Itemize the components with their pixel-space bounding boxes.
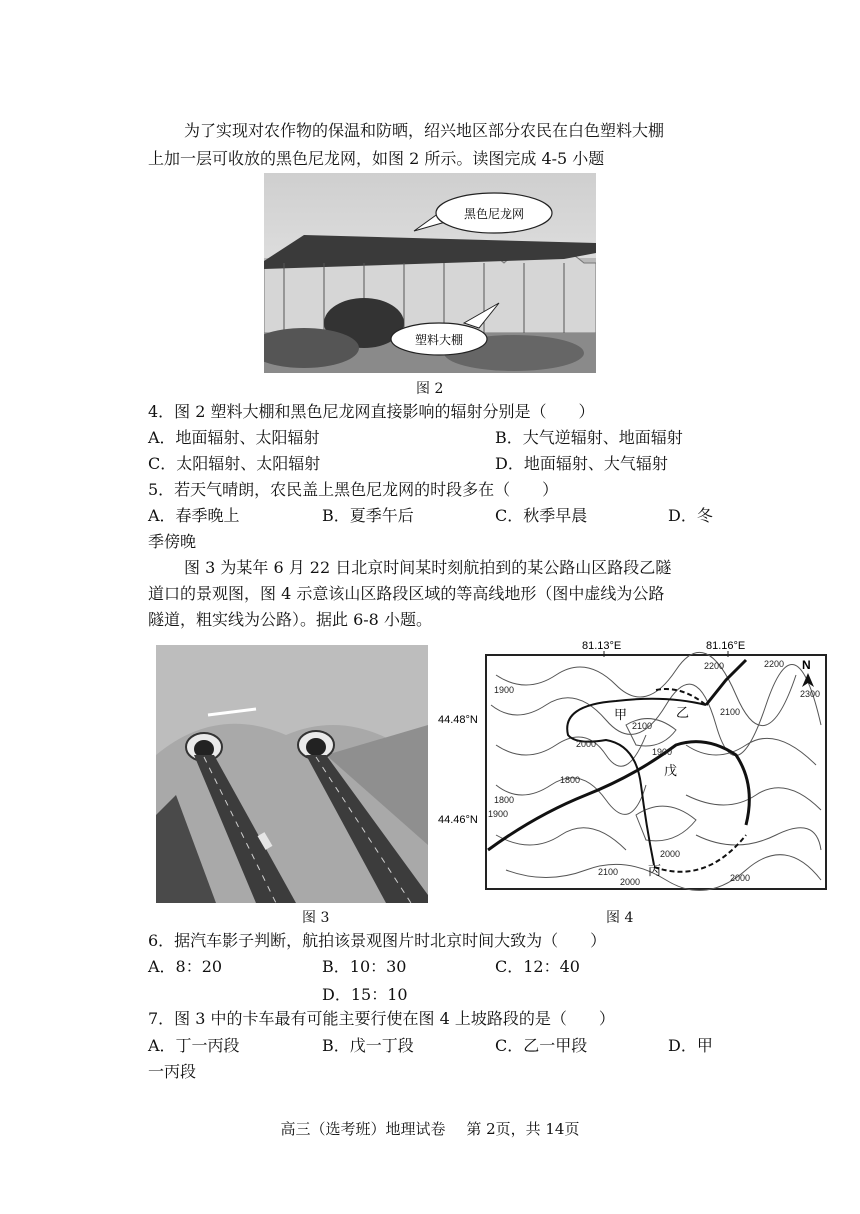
lat-label-2: 44.46°N	[438, 814, 478, 826]
contour-label: 2000	[620, 877, 641, 887]
contour-label: 1800	[560, 775, 581, 785]
intro1-line2: 上加一层可收放的黑色尼龙网，如图 2 所示。读图完成 4-5 小题	[148, 149, 605, 168]
intro2-line1: 图 3 为某年 6 月 22 日北京时间某时刻航拍到的某公路山区路段乙隧	[184, 558, 672, 577]
figure-3-tunnel-photo	[156, 645, 428, 903]
q5-option-b: B．夏季午后	[322, 506, 414, 525]
contour-label: 2000	[730, 873, 751, 883]
lon-label-2: 81.16°E	[706, 640, 746, 652]
contour-label: 1900	[652, 747, 673, 757]
contour-label: 2200	[704, 661, 725, 671]
q7-stem: 7．图 3 中的卡车最有可能主要行使在图 4 上坡路段的是（ ）	[148, 1009, 615, 1028]
contour-label: 1900	[494, 685, 515, 695]
figure-3-caption: 图 3	[302, 910, 330, 926]
lat-label-1: 44.48°N	[438, 714, 478, 726]
contour-label: 1900	[488, 809, 509, 819]
contour-label: 2000	[576, 739, 597, 749]
q4-stem: 4．图 2 塑料大棚和黑色尼龙网直接影响的辐射分别是（ ）	[148, 402, 595, 421]
footer-exam-title: 高三（选考班）地理试卷	[280, 1120, 446, 1138]
figure-4-caption: 图 4	[606, 910, 634, 926]
q7-option-d-continued: 一丙段	[148, 1062, 197, 1081]
page-footer	[0, 1118, 860, 1139]
figure-4-contour-map	[436, 635, 834, 893]
contour-label: 2100	[632, 721, 653, 731]
q7-option-a: A．丁一丙段	[148, 1036, 240, 1055]
q7-option-c: C．乙一甲段	[495, 1036, 588, 1055]
contour-label: 1800	[494, 795, 515, 805]
q7-option-d: D．甲	[668, 1036, 713, 1055]
q4-option-a: A．地面辐射、太阳辐射	[148, 428, 320, 447]
q6-option-b: B．10：30	[322, 957, 407, 976]
q6-option-c: C．12：40	[495, 957, 580, 976]
contour-label: 2300	[800, 689, 821, 699]
figure-2-greenhouse-photo	[264, 173, 596, 373]
place-bing: 丙	[648, 863, 662, 878]
figure-2-caption: 图 2	[416, 381, 444, 397]
q5-option-d: D．冬	[668, 506, 713, 525]
contour-label: 2200	[764, 659, 785, 669]
lon-label-1: 81.13°E	[582, 640, 622, 652]
q4-option-b: B．大气逆辐射、地面辐射	[495, 428, 683, 447]
contour-label: 2000	[660, 849, 681, 859]
q5-option-c: C．秋季早晨	[495, 506, 588, 525]
q6-option-d: D．15：10	[322, 985, 408, 1004]
intro2-line2: 道口的景观图，图 4 示意该山区路段区域的等高线地形（图中虚线为公路	[148, 584, 665, 603]
place-yi: 乙	[676, 705, 690, 720]
q5-option-d-continued: 季傍晚	[148, 532, 197, 551]
north-label: N	[802, 658, 811, 672]
place-jia: 甲	[614, 707, 628, 722]
footer-page-number: 第 2页，共 14页	[466, 1120, 580, 1138]
place-wu: 戊	[664, 763, 678, 778]
callout-top-label: 黑色尼龙网	[463, 207, 525, 221]
q6-option-a: A．8：20	[148, 957, 223, 976]
contour-label: 2100	[598, 867, 619, 877]
intro1-line1: 为了实现对农作物的保温和防晒，绍兴地区部分农民在白色塑料大棚	[184, 121, 665, 140]
q6-stem: 6．据汽车影子判断，航拍该景观图片时北京时间大致为（ ）	[148, 931, 607, 950]
contour-label: 2100	[720, 707, 741, 717]
intro2-line3: 隧道，粗实线为公路）。据此 6-8 小题。	[148, 610, 432, 629]
q7-option-b: B．戊一丁段	[322, 1036, 414, 1055]
callout-bottom-label: 塑料大棚	[414, 333, 464, 347]
q4-option-d: D．地面辐射、大气辐射	[495, 454, 668, 473]
q5-stem: 5．若天气晴朗，农民盖上黑色尼龙网的时段多在（ ）	[148, 480, 559, 499]
q4-option-c: C．太阳辐射、太阳辐射	[148, 454, 321, 473]
q5-option-a: A．春季晚上	[148, 506, 240, 525]
